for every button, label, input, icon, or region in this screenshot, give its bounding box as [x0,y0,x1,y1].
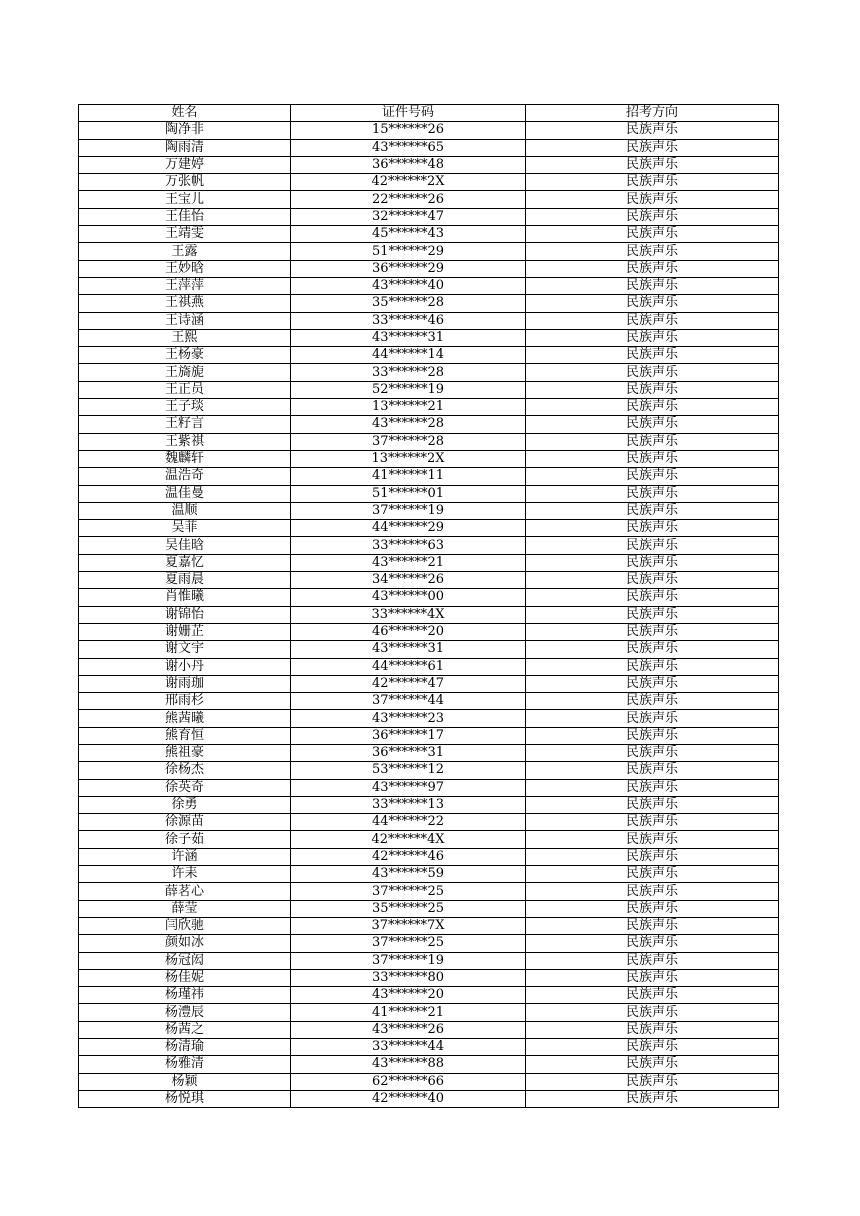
cell-id-number: 36******48 [291,156,526,173]
cell-direction: 民族声乐 [526,502,779,519]
table-row [79,641,779,658]
table-row [79,710,779,727]
table-row [79,243,779,260]
cell-direction: 民族声乐 [526,762,779,779]
cell-id-number: 43******31 [291,329,526,346]
table-row [79,347,779,364]
cell-direction: 民族声乐 [526,399,779,416]
cell-direction: 民族声乐 [526,329,779,346]
cell-direction: 民族声乐 [526,814,779,831]
cell-id-number: 33******28 [291,364,526,381]
table-row [79,1039,779,1056]
cell-id-number: 37******28 [291,433,526,450]
table-row [79,589,779,606]
cell-name: 颜如冰 [79,935,291,952]
cell-id-number: 43******21 [291,554,526,571]
cell-direction: 民族声乐 [526,779,779,796]
cell-id-number: 37******44 [291,693,526,710]
cell-id-number: 22******26 [291,191,526,208]
cell-name: 吴佳晗 [79,537,291,554]
cell-name: 薛莹 [79,900,291,917]
table-row [79,554,779,571]
cell-id-number: 43******00 [291,589,526,606]
cell-name: 杨茜之 [79,1021,291,1038]
cell-id-number: 42******2X [291,174,526,191]
cell-direction: 民族声乐 [526,952,779,969]
table-row [79,381,779,398]
table-row [79,329,779,346]
cell-id-number: 37******7X [291,917,526,934]
cell-id-number: 36******29 [291,260,526,277]
cell-direction: 民族声乐 [526,572,779,589]
table-row [79,1004,779,1021]
cell-direction: 民族声乐 [526,796,779,813]
table-row [79,779,779,796]
cell-id-number: 43******20 [291,987,526,1004]
cell-direction: 民族声乐 [526,450,779,467]
cell-name: 陶雨清 [79,139,291,156]
cell-direction: 民族声乐 [526,866,779,883]
table-row [79,658,779,675]
cell-name: 王祺燕 [79,295,291,312]
cell-direction: 民族声乐 [526,208,779,225]
cell-direction: 民族声乐 [526,727,779,744]
table-row [79,814,779,831]
cell-id-number: 42******46 [291,848,526,865]
cell-name: 熊茜曦 [79,710,291,727]
cell-id-number: 43******59 [291,866,526,883]
cell-name: 杨雅清 [79,1056,291,1073]
table-row [79,277,779,294]
table-row [79,866,779,883]
cell-direction: 民族声乐 [526,935,779,952]
cell-id-number: 34******26 [291,572,526,589]
table-row [79,416,779,433]
table-row [79,468,779,485]
cell-direction: 民族声乐 [526,969,779,986]
cell-name: 闫欣驰 [79,917,291,934]
cell-id-number: 33******80 [291,969,526,986]
table-row [79,260,779,277]
cell-id-number: 43******23 [291,710,526,727]
cell-name: 谢小丹 [79,658,291,675]
cell-direction: 民族声乐 [526,917,779,934]
cell-id-number: 33******44 [291,1039,526,1056]
cell-id-number: 13******2X [291,450,526,467]
table-row [79,675,779,692]
header-direction: 招考方向 [526,105,779,122]
cell-id-number: 43******88 [291,1056,526,1073]
cell-name: 谢锦怡 [79,606,291,623]
cell-id-number: 44******22 [291,814,526,831]
cell-id-number: 41******11 [291,468,526,485]
cell-direction: 民族声乐 [526,848,779,865]
cell-name: 邢雨杉 [79,693,291,710]
cell-name: 陶净非 [79,122,291,139]
cell-name: 杨澧辰 [79,1004,291,1021]
cell-direction: 民族声乐 [526,139,779,156]
table-row [79,900,779,917]
cell-direction: 民族声乐 [526,1090,779,1107]
table-row [79,1073,779,1090]
cell-direction: 民族声乐 [526,347,779,364]
cell-id-number: 37******19 [291,502,526,519]
cell-name: 夏嘉忆 [79,554,291,571]
cell-name: 王籽言 [79,416,291,433]
cell-direction: 民族声乐 [526,641,779,658]
table-row [79,693,779,710]
table-row [79,174,779,191]
cell-id-number: 62******66 [291,1073,526,1090]
table-row [79,969,779,986]
cell-id-number: 52******19 [291,381,526,398]
cell-id-number: 43******97 [291,779,526,796]
cell-name: 王萍萍 [79,277,291,294]
cell-direction: 民族声乐 [526,468,779,485]
cell-id-number: 37******25 [291,883,526,900]
cell-id-number: 42******47 [291,675,526,692]
cell-direction: 民族声乐 [526,122,779,139]
cell-id-number: 43******65 [291,139,526,156]
cell-id-number: 36******17 [291,727,526,744]
cell-id-number: 44******14 [291,347,526,364]
table-row [79,796,779,813]
cell-name: 王正员 [79,381,291,398]
cell-direction: 民族声乐 [526,831,779,848]
table-row [79,572,779,589]
cell-name: 温顺 [79,502,291,519]
cell-direction: 民族声乐 [526,277,779,294]
cell-id-number: 43******26 [291,1021,526,1038]
cell-direction: 民族声乐 [526,554,779,571]
cell-name: 徐子茹 [79,831,291,848]
table-row [79,762,779,779]
table-row [79,831,779,848]
table-row [79,399,779,416]
cell-direction: 民族声乐 [526,243,779,260]
cell-direction: 民族声乐 [526,1039,779,1056]
cell-name: 徐杨杰 [79,762,291,779]
table-row [79,364,779,381]
cell-name: 杨颖 [79,1073,291,1090]
cell-name: 肖惟曦 [79,589,291,606]
cell-id-number: 42******4X [291,831,526,848]
table-row [79,295,779,312]
cell-name: 许耒 [79,866,291,883]
table-row [79,433,779,450]
table-row [79,1056,779,1073]
cell-name: 万建婷 [79,156,291,173]
cell-direction: 民族声乐 [526,226,779,243]
cell-direction: 民族声乐 [526,900,779,917]
table-row [79,208,779,225]
cell-id-number: 42******40 [291,1090,526,1107]
table-row [79,485,779,502]
cell-id-number: 33******13 [291,796,526,813]
table-row [79,744,779,761]
table-row [79,502,779,519]
table-row [79,727,779,744]
cell-id-number: 45******43 [291,226,526,243]
cell-id-number: 15******26 [291,122,526,139]
roster-sheet [78,104,778,1108]
table-row [79,450,779,467]
cell-direction: 民族声乐 [526,312,779,329]
cell-name: 王杨豪 [79,347,291,364]
table-row [79,122,779,139]
cell-name: 万张帆 [79,174,291,191]
cell-name: 徐勇 [79,796,291,813]
table-row [79,1021,779,1038]
cell-name: 谢雨珈 [79,675,291,692]
cell-name: 王旖旎 [79,364,291,381]
cell-direction: 民族声乐 [526,693,779,710]
cell-name: 熊祖豪 [79,744,291,761]
cell-direction: 民族声乐 [526,191,779,208]
cell-direction: 民族声乐 [526,1021,779,1038]
cell-direction: 民族声乐 [526,364,779,381]
cell-id-number: 35******28 [291,295,526,312]
table-row [79,156,779,173]
cell-id-number: 43******31 [291,641,526,658]
table-row [79,537,779,554]
cell-id-number: 37******19 [291,952,526,969]
cell-name: 熊育恒 [79,727,291,744]
cell-direction: 民族声乐 [526,883,779,900]
cell-direction: 民族声乐 [526,1073,779,1090]
cell-name: 王宝儿 [79,191,291,208]
cell-name: 徐源苗 [79,814,291,831]
table-row [79,606,779,623]
table-row [79,226,779,243]
table-row [79,848,779,865]
cell-id-number: 36******31 [291,744,526,761]
cell-direction: 民族声乐 [526,260,779,277]
cell-id-number: 41******21 [291,1004,526,1021]
cell-id-number: 51******29 [291,243,526,260]
cell-name: 王紫祺 [79,433,291,450]
cell-name: 杨悦琪 [79,1090,291,1107]
cell-id-number: 44******29 [291,520,526,537]
cell-direction: 民族声乐 [526,710,779,727]
cell-id-number: 46******20 [291,623,526,640]
cell-name: 吴菲 [79,520,291,537]
cell-id-number: 51******01 [291,485,526,502]
cell-direction: 民族声乐 [526,658,779,675]
cell-direction: 民族声乐 [526,416,779,433]
table-row [79,935,779,952]
cell-name: 魏麟轩 [79,450,291,467]
table-body [79,122,779,1108]
cell-name: 杨冠闳 [79,952,291,969]
cell-direction: 民族声乐 [526,433,779,450]
cell-direction: 民族声乐 [526,381,779,398]
cell-name: 杨佳妮 [79,969,291,986]
cell-name: 谢姗芷 [79,623,291,640]
cell-name: 徐英奇 [79,779,291,796]
table-row [79,952,779,969]
table-row [79,1090,779,1107]
cell-id-number: 32******47 [291,208,526,225]
cell-direction: 民族声乐 [526,675,779,692]
cell-direction: 民族声乐 [526,520,779,537]
cell-id-number: 44******61 [291,658,526,675]
table-row [79,623,779,640]
cell-name: 夏雨晨 [79,572,291,589]
cell-name: 温浩奇 [79,468,291,485]
cell-name: 杨瑾祎 [79,987,291,1004]
table-row [79,191,779,208]
cell-id-number: 53******12 [291,762,526,779]
cell-direction: 民族声乐 [526,623,779,640]
table-row [79,312,779,329]
cell-direction: 民族声乐 [526,174,779,191]
cell-id-number: 33******46 [291,312,526,329]
cell-id-number: 35******25 [291,900,526,917]
cell-direction: 民族声乐 [526,606,779,623]
header-id-number: 证件号码 [291,105,526,122]
cell-direction: 民族声乐 [526,1056,779,1073]
cell-direction: 民族声乐 [526,485,779,502]
table-row [79,987,779,1004]
table-row [79,883,779,900]
cell-name: 温佳曼 [79,485,291,502]
cell-name: 薛茗心 [79,883,291,900]
roster-table [78,104,779,1108]
header-row [79,105,779,122]
table-row [79,139,779,156]
cell-direction: 民族声乐 [526,987,779,1004]
header-name: 姓名 [79,105,291,122]
cell-direction: 民族声乐 [526,1004,779,1021]
cell-name: 王诗涵 [79,312,291,329]
cell-name: 王妙晗 [79,260,291,277]
cell-name: 王佳怡 [79,208,291,225]
cell-direction: 民族声乐 [526,744,779,761]
cell-id-number: 43******28 [291,416,526,433]
cell-direction: 民族声乐 [526,295,779,312]
cell-id-number: 37******25 [291,935,526,952]
cell-direction: 民族声乐 [526,156,779,173]
cell-name: 王熙 [79,329,291,346]
cell-direction: 民族声乐 [526,589,779,606]
cell-id-number: 33******4X [291,606,526,623]
table-row [79,520,779,537]
cell-name: 杨清瑜 [79,1039,291,1056]
cell-name: 谢文宇 [79,641,291,658]
cell-name: 许涵 [79,848,291,865]
cell-name: 王靖雯 [79,226,291,243]
table-row [79,917,779,934]
cell-name: 王露 [79,243,291,260]
cell-id-number: 43******40 [291,277,526,294]
cell-name: 王子琰 [79,399,291,416]
cell-id-number: 13******21 [291,399,526,416]
cell-id-number: 33******63 [291,537,526,554]
cell-direction: 民族声乐 [526,537,779,554]
